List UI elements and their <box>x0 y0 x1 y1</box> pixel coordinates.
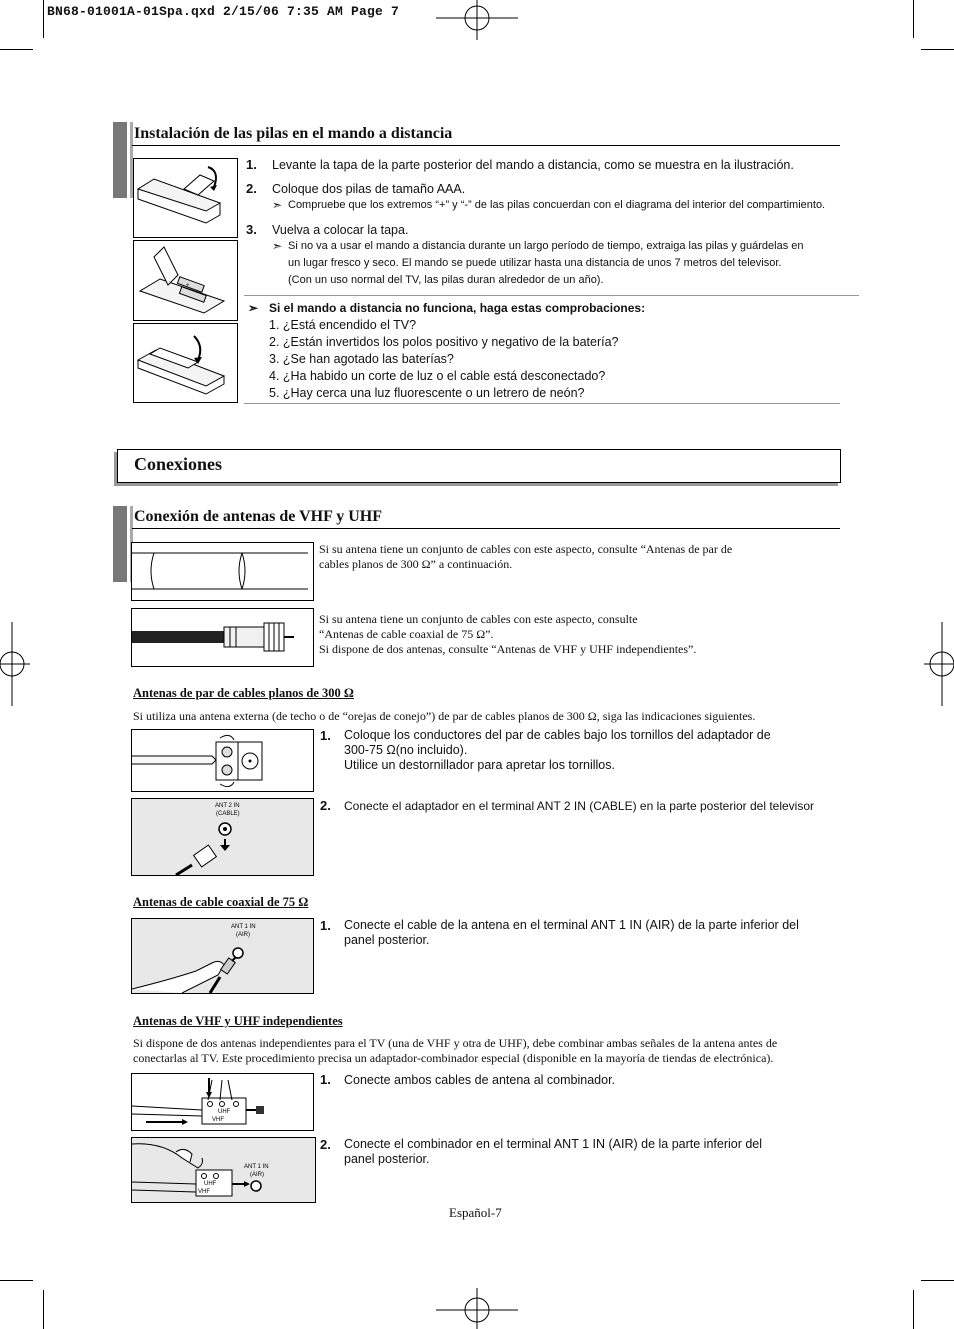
check-item: 4. ¿Ha habido un corte de luz o el cable está desconectado? <box>269 369 606 383</box>
ant1-label-line1: ANT 1 IN <box>231 924 256 930</box>
antenna-intro-1: Si su antena tiene un conjunto de cables con este aspecto, consulte “Antenas de par de cables planos de 300 Ω” a continuación. <box>319 542 733 571</box>
coax-antenna-heading: Antenas de cable coaxial de 75 Ω <box>133 895 309 909</box>
battery-section-title: Instalación de las pilas en el mando a distancia <box>134 125 453 142</box>
section-bar-battery <box>113 122 130 198</box>
ant1-coax-connect-illustration <box>131 918 314 994</box>
coaxial-cable-illustration <box>131 608 314 667</box>
file-slug: BN68-01001A-01Spa.qxd 2/15/06 7:35 AM Page 7 <box>47 4 400 19</box>
registration-mark-bottom <box>436 1288 518 1329</box>
check-list <box>269 317 619 402</box>
antenna-intro-2: Si su antena tiene un conjunto de cables con este aspecto, consulte “Antenas de cable coaxial de 75 Ω”. Si dispone de dos antenas, consulte “Antenas de VHF y UHF independientes”. <box>319 612 697 656</box>
battery-title-rule <box>132 145 840 146</box>
combinator-illustration <box>131 1073 314 1131</box>
antenna-section-title: Conexión de antenas de VHF y UHF <box>134 508 383 525</box>
antenna-title-rule <box>132 528 840 529</box>
svg-text:+: + <box>186 283 190 289</box>
vhf-label-2: VHF <box>198 1189 210 1195</box>
uhf-label-2: UHF <box>204 1181 217 1187</box>
registration-mark-top <box>436 0 518 48</box>
ant2-label-line1: ANT 2 IN <box>215 803 240 809</box>
check-top-rule <box>244 295 859 296</box>
flat-antenna-desc: Si utiliza una antena externa (de techo o de “orejas de conejo”) de par de cables planos de 300 Ω, siga las indicaciones siguientes. <box>133 709 756 723</box>
check-item: 2. ¿Están invertidos los polos positivo y negativo de la batería? <box>269 335 619 349</box>
ant1-label-line2: (AIR) <box>236 932 250 938</box>
remote-close-cover-illustration <box>133 323 238 403</box>
separate-antenna-heading: Antenas de VHF y UHF independientes <box>133 1014 343 1028</box>
separate-antenna-desc: Si dispone de dos antenas independientes para el TV (una de VHF y otra de UHF), debe combinar ambas señales de la antena antes de conectarlas al TV. Este procedimiento precisa un adaptador-combinador especial (disponible en la mayoría de tiendas de electrónica). <box>133 1036 778 1065</box>
ant2-connect-illustration <box>131 798 314 876</box>
ant1-label-2-line2: (AIR) <box>250 1172 264 1178</box>
flat-twin-lead-illustration <box>131 542 314 601</box>
remote-open-cover-illustration <box>133 158 238 238</box>
check-item: 1. ¿Está encendido el TV? <box>269 318 417 332</box>
uhf-label: UHF <box>218 1109 231 1115</box>
combinator-to-ant1-illustration <box>131 1137 316 1203</box>
adapter-screws-illustration <box>131 729 314 792</box>
check-item: 3. ¿Se han agotado las baterías? <box>269 352 454 366</box>
ant2-label-line2: (CABLE) <box>216 811 240 817</box>
vhf-label: VHF <box>212 1117 224 1123</box>
registration-mark-right <box>924 622 954 706</box>
section-bar-antenna <box>113 506 130 582</box>
connections-title: Conexiones <box>134 454 223 474</box>
page-footer: Español-7 <box>449 1205 502 1220</box>
ant1-label-2-line1: ANT 1 IN <box>244 1164 269 1170</box>
check-bottom-rule <box>244 403 840 404</box>
remote-insert-batteries-illustration <box>133 240 238 321</box>
flat-antenna-heading: Antenas de par de cables planos de 300 Ω <box>133 686 354 700</box>
check-item: 5. ¿Hay cerca una luz fluorescente o un letrero de neón? <box>269 386 585 400</box>
registration-mark-left <box>0 622 30 706</box>
connections-banner <box>117 449 841 483</box>
